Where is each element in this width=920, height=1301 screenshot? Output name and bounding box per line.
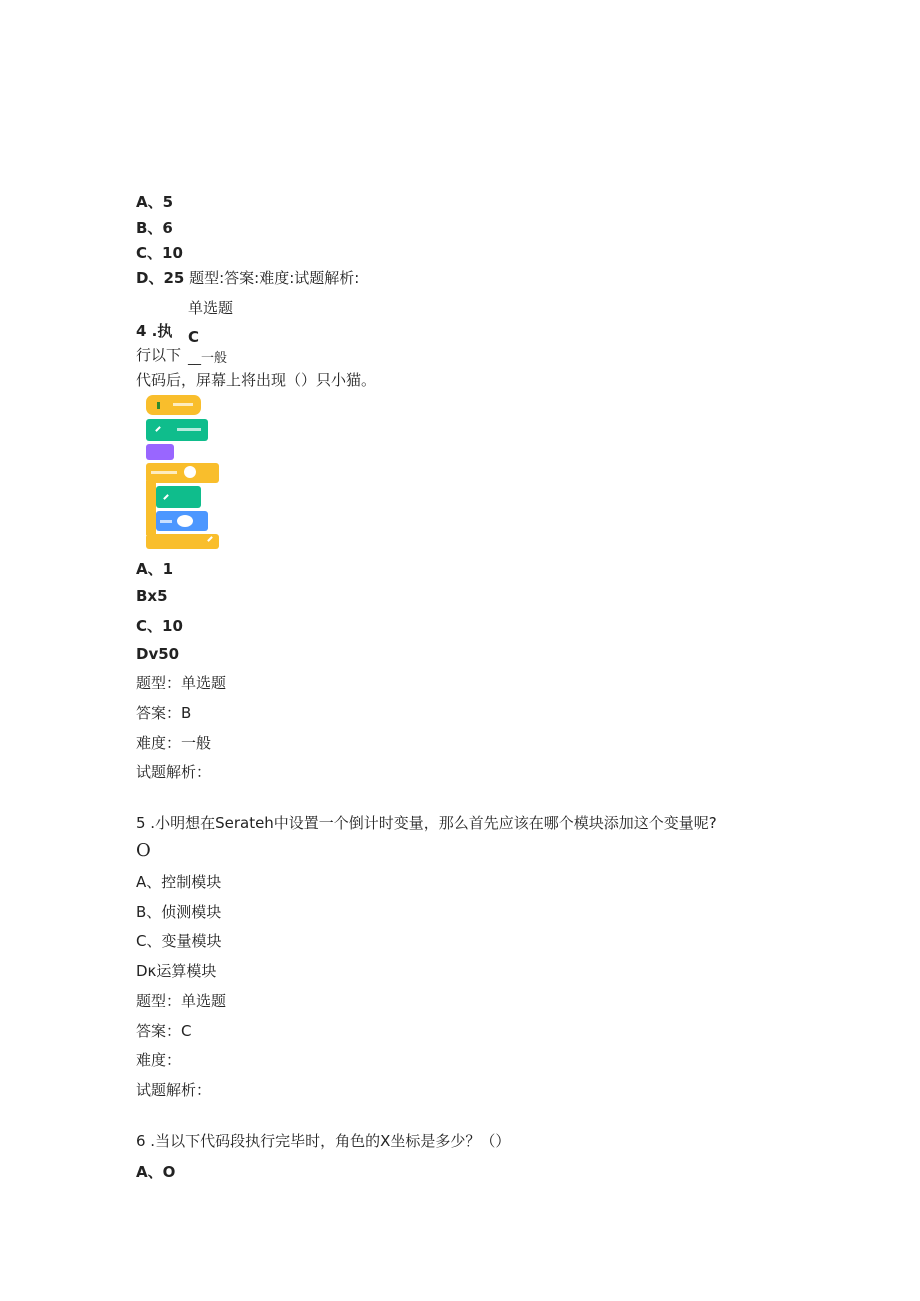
repeat-block-end bbox=[146, 534, 219, 549]
q6-option-a: A、O bbox=[136, 1163, 176, 1181]
q3-option-d bbox=[136, 269, 359, 287]
scratch-code-image bbox=[143, 393, 223, 553]
q4-difficulty: 难度：一般 bbox=[136, 734, 212, 752]
q5-stem: 5 .小明想在Serateh中设置一个倒计时变量，那么首先应该在哪个模块添加这个变量呢? bbox=[136, 814, 717, 832]
q4-option-b: Bx5 bbox=[136, 587, 168, 605]
q5-option-a: A、控制模块 bbox=[136, 873, 222, 891]
q4-option-d: Dv50 bbox=[136, 645, 180, 663]
q3-option-c: C、10 bbox=[136, 244, 183, 262]
q4-analysis: 试题解析： bbox=[136, 763, 212, 781]
q3-answer-value: C bbox=[188, 328, 200, 346]
q4-option-a: A、1 bbox=[136, 560, 174, 578]
q5-answer: 答案：C bbox=[136, 1022, 192, 1040]
pen-stamp-block bbox=[156, 486, 201, 508]
move-steps-field bbox=[177, 515, 193, 527]
hide-block bbox=[146, 444, 174, 460]
q5-answer-paren: O bbox=[136, 840, 151, 861]
q4-number: 4 .执 bbox=[136, 322, 173, 340]
q4-type: 题型：单选题 bbox=[136, 674, 227, 692]
q4-stem: 代码后，屏幕上将出现（）只小猫。 bbox=[136, 371, 377, 389]
q6-stem: 6 .当以下代码段执行完毕时，角色的X坐标是多少？（） bbox=[136, 1132, 511, 1150]
q3-option-b: B、6 bbox=[136, 219, 173, 237]
q4-option-c: C、10 bbox=[136, 617, 183, 635]
q4-answer: 答案：B bbox=[136, 704, 192, 722]
q5-type: 题型：单选题 bbox=[136, 992, 227, 1010]
q4-stem-fragment: 行以下 bbox=[136, 346, 182, 364]
q3-type-value: 单选题 bbox=[188, 299, 234, 317]
q3-difficulty-value: __一般 bbox=[188, 351, 228, 366]
q3-option-a: A、5 bbox=[136, 193, 174, 211]
q5-analysis: 试题解析： bbox=[136, 1081, 212, 1099]
q3-meta-labels: 题型:答案:难度:试题解析: bbox=[189, 269, 360, 287]
green-flag-icon bbox=[157, 402, 160, 409]
q5-option-c: C、变量模块 bbox=[136, 932, 222, 950]
q3-option-d-label: D、25 bbox=[136, 269, 185, 287]
q5-option-b: B、侦测模块 bbox=[136, 903, 222, 921]
q5-difficulty: 难度： bbox=[136, 1051, 182, 1069]
q5-option-d: Dκ运算模块 bbox=[136, 962, 217, 980]
repeat-count-field bbox=[184, 466, 196, 478]
